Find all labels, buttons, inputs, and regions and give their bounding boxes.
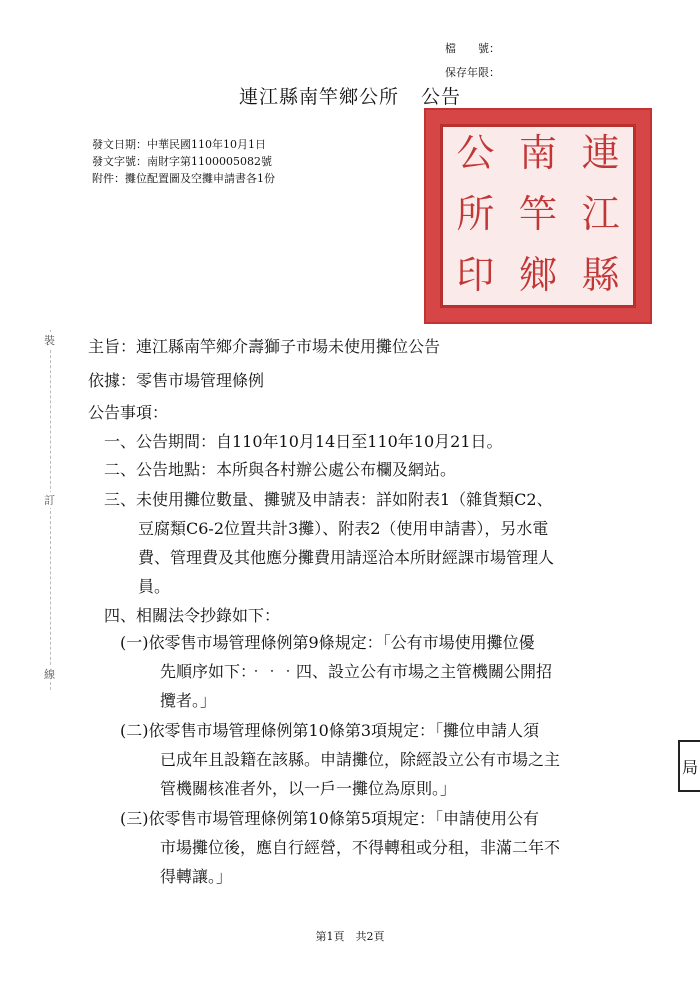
seal-char: 鄉 (519, 253, 558, 298)
sub-item-3-line: 得轉讓。」 (160, 867, 233, 886)
sub-item-1-line: 先順序如下：‧‧‧四、設立公有市場之主管機關公開招 (160, 662, 553, 681)
seal-char: 連 (581, 130, 620, 175)
issuance-info (92, 138, 275, 189)
item-1: 一、公告期間：自110年10月14日至110年10月21日。 (104, 432, 503, 451)
issue-attachment: 附件：攤位配置圖及空攤申請書各1份 (92, 172, 275, 185)
item-4: 四、相關法令抄錄如下： (104, 606, 281, 625)
seal-char: 所 (456, 191, 495, 236)
seal-char: 竿 (519, 191, 558, 236)
side-stamp: 局 (678, 740, 700, 792)
file-number-label: 檔 號： (445, 42, 500, 55)
sub-item-1-line: 攬者。」 (160, 691, 217, 710)
seal-char: 江 (581, 191, 620, 236)
title-org: 連江縣南竿鄉公所 (238, 86, 399, 108)
issue-number: 發文字號：南財字第1100005082號 (92, 155, 272, 168)
seal-characters (444, 122, 632, 306)
issue-date: 發文日期：中華民國110年10月1日 (92, 138, 266, 151)
item-3-line: 費、管理費及其他應分攤費用請逕洽本所財經課市場管理人 (138, 548, 555, 567)
binding-mark-top: 裝 (44, 334, 55, 347)
binding-line (50, 330, 51, 690)
sub-item-2-line: 已成年且設籍在該縣。申請攤位，除經設立公有市場之主 (160, 750, 561, 769)
sub-item-3-line: (三)依零售市場管理條例第10條第5項規定：「申請使用公有 (120, 809, 540, 828)
seal-char: 南 (519, 130, 558, 175)
subject-line: 主旨：連江縣南竿鄉介壽獅子市場未使用攤位公告 (88, 337, 441, 356)
page-title (0, 82, 700, 109)
sub-item-2-line: (二)依零售市場管理條例第10條第3項規定：「攤位申請人須 (120, 721, 540, 740)
item-3-line: 員。 (138, 577, 171, 596)
seal-char: 縣 (581, 253, 620, 298)
retention-label: 保存年限： (445, 66, 500, 79)
item-3-line: 三、未使用攤位數量、攤號及申請表：詳如附表1（雜貨類C2、 (104, 490, 553, 509)
seal-char: 印 (456, 253, 495, 298)
title-suffix: 公告 (421, 86, 462, 108)
basis-line: 依據：零售市場管理條例 (88, 371, 265, 390)
binding-mark-middle: 訂 (44, 494, 55, 507)
item-2: 二、公告地點：本所與各村辦公處公布欄及網站。 (104, 460, 457, 479)
sub-item-1-line: (一)依零售市場管理條例第9條規定：「公有市場使用攤位優 (120, 633, 535, 652)
page-number: 第1頁 共2頁 (315, 930, 385, 943)
official-seal (424, 108, 652, 324)
sub-item-2-line: 管機關核准者外，以一戶一攤位為原則。」 (160, 779, 457, 798)
item-3-line: 豆腐類C6-2位置共計3攤）、附表2（使用申請書），另水電 (138, 519, 549, 538)
binding-mark-bottom: 線 (44, 668, 55, 681)
sub-item-3-line: 市場攤位後，應自行經營，不得轉租或分租，非滿二年不 (160, 838, 561, 857)
seal-char: 公 (456, 130, 495, 175)
items-heading: 公告事項： (88, 403, 169, 422)
